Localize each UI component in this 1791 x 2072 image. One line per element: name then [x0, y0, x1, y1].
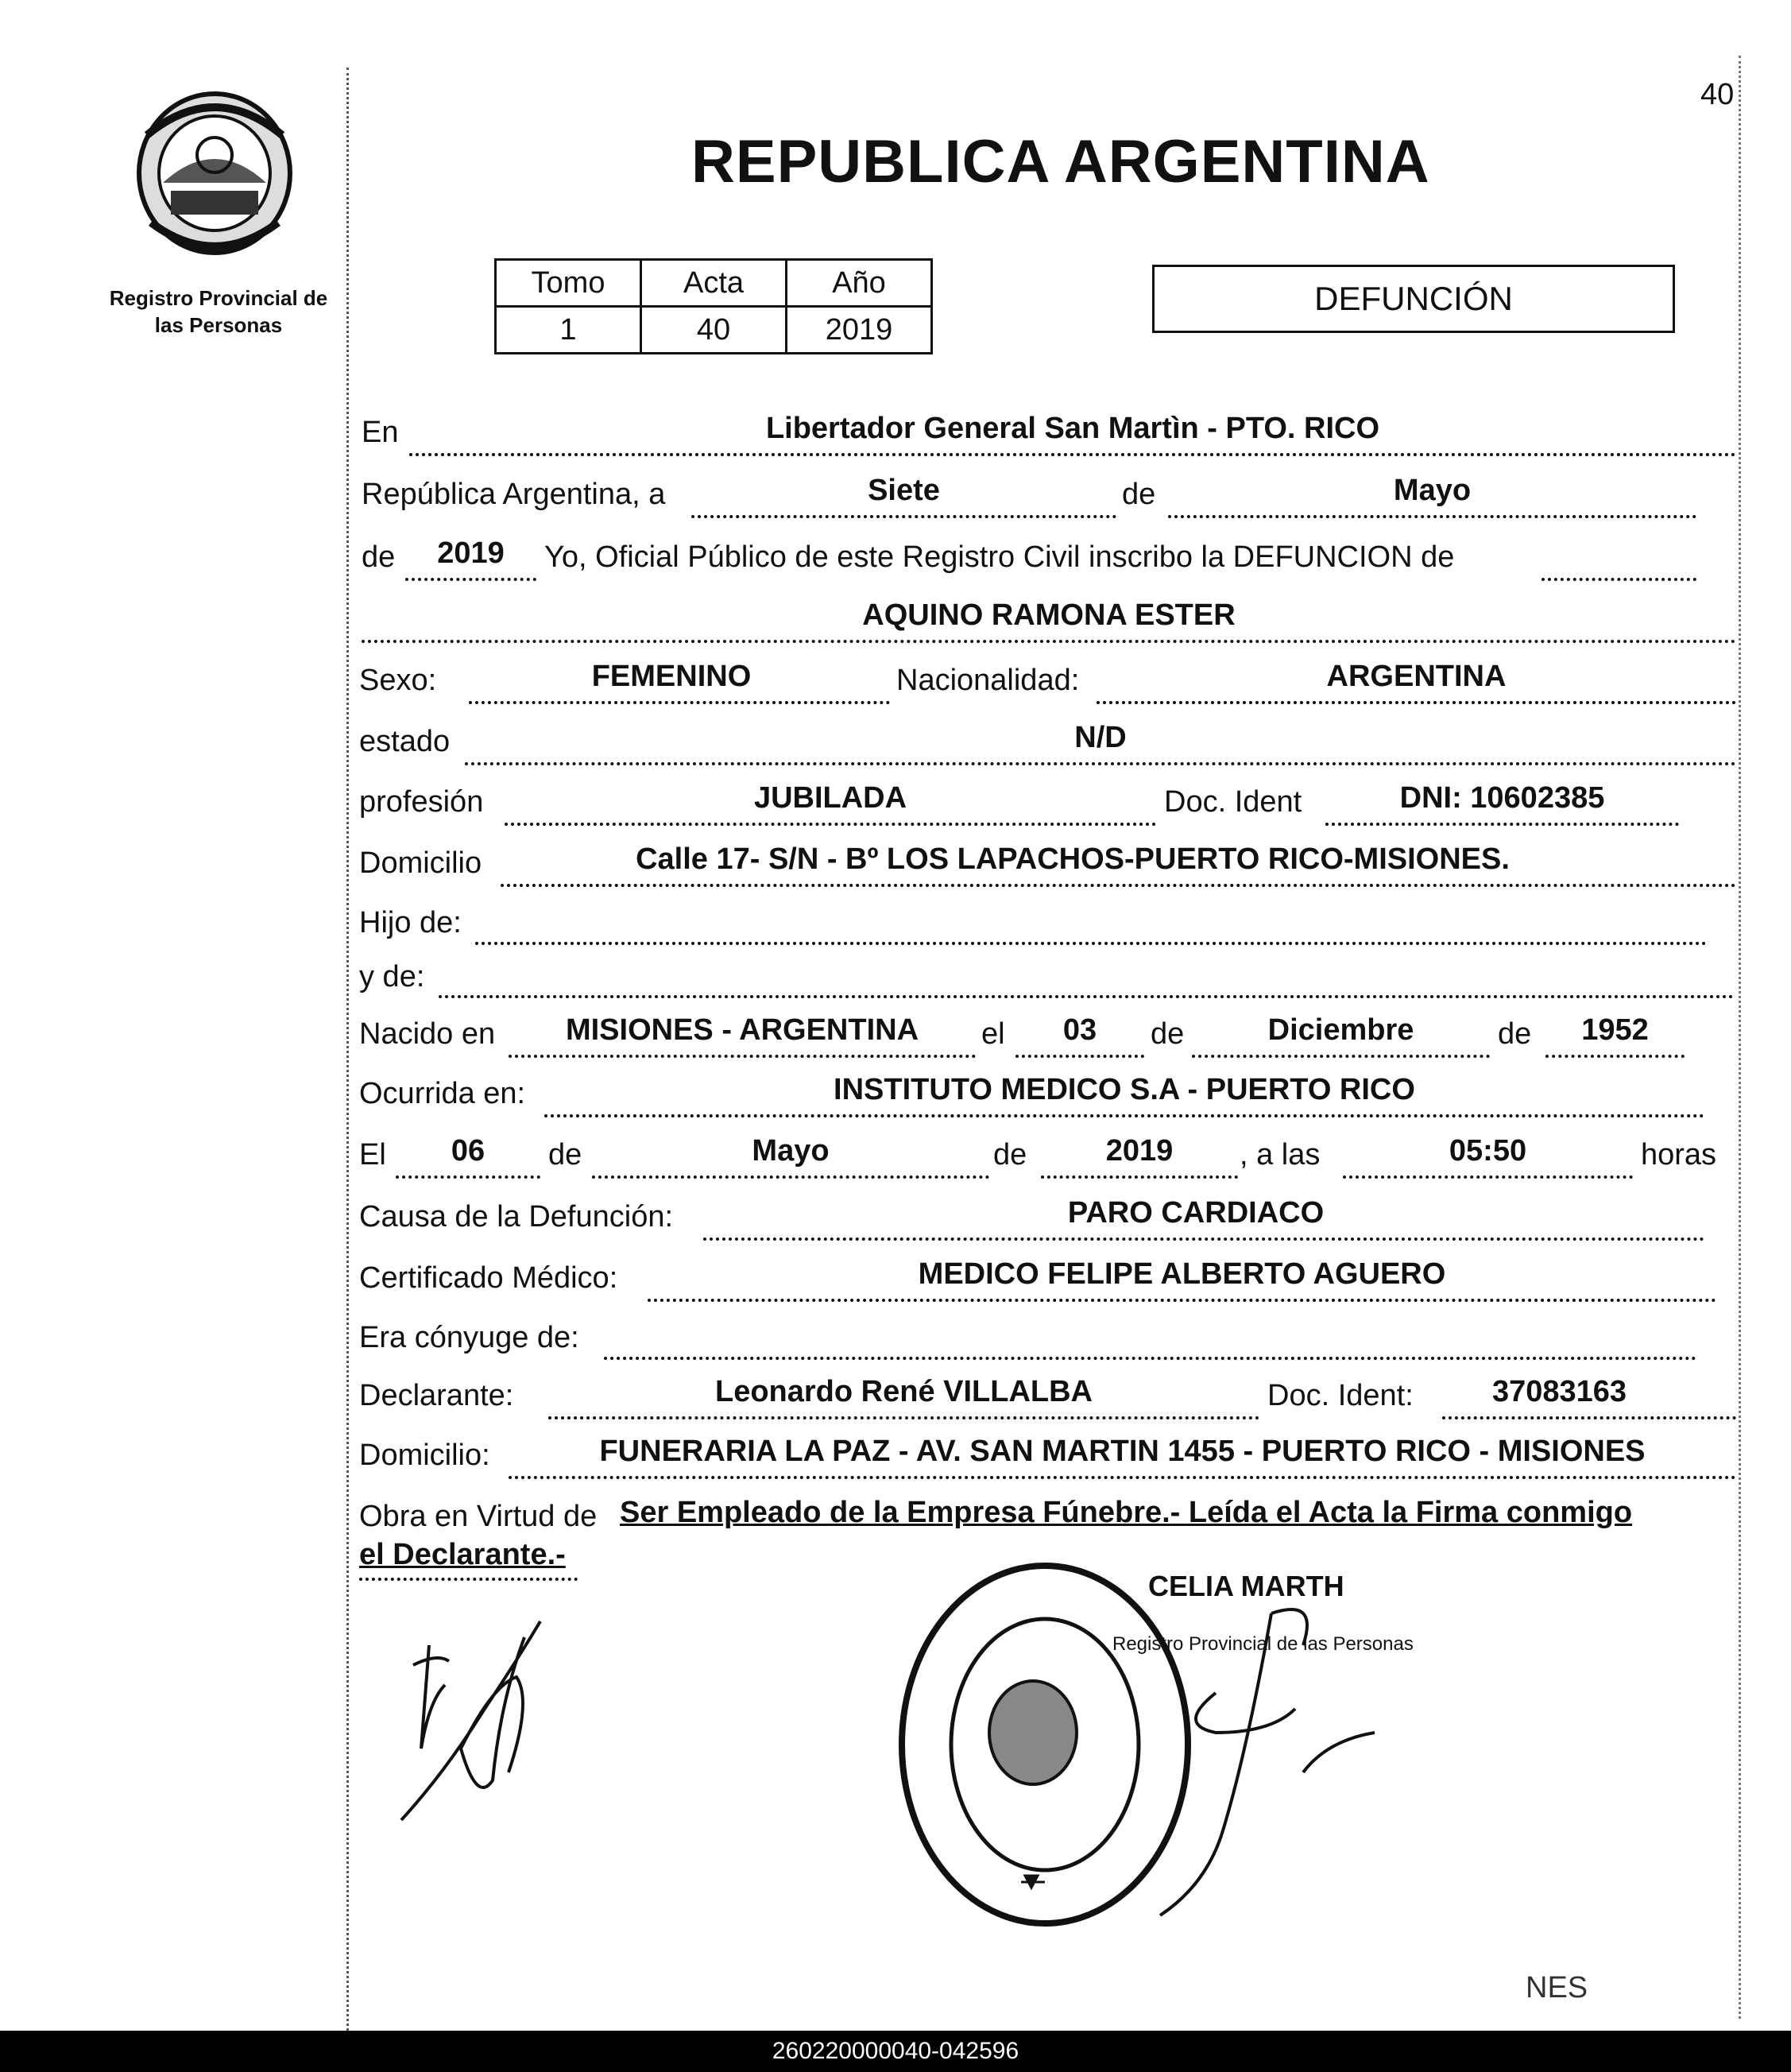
dotted-line: [1168, 515, 1696, 518]
tomo-header: Tomo: [496, 260, 641, 307]
declarant-signature: [397, 1590, 588, 1828]
dotted-line: [544, 1114, 1704, 1117]
anio-header: Año: [787, 260, 932, 307]
dotted-line: [505, 823, 1156, 826]
dotted-line: [1545, 1055, 1685, 1058]
value-causa: PARO CARDIACO: [1067, 1196, 1325, 1230]
act-type-label: DEFUNCIÓN: [1314, 280, 1513, 317]
label-de: de: [362, 540, 396, 574]
dotted-line: [469, 701, 890, 704]
acta-header: Acta: [641, 260, 787, 307]
value-nac-dia: 03: [1062, 1013, 1097, 1047]
dotted-line: [648, 1299, 1716, 1302]
bottom-fragment-text: NES: [1526, 1971, 1588, 2004]
official-name: CELIA MARTH: [1148, 1570, 1344, 1602]
value-domicilio: Calle 17- S/N - Bº LOS LAPACHOS-PUERTO RICO-MISIONES.: [636, 842, 1510, 876]
footer-code: 260220000040-042596: [0, 2031, 1791, 2072]
value-nacionalidad: ARGENTINA: [1326, 660, 1507, 693]
label-sexo: Sexo:: [359, 664, 437, 697]
dotted-line: [1343, 1175, 1633, 1179]
value-lugar: Libertador General San Martìn - PTO. RICO: [765, 412, 1380, 445]
dotted-line: [409, 453, 1736, 456]
dotted-line: [1541, 578, 1696, 581]
value-declarante-domicilio: FUNERARIA LA PAZ - AV. SAN MARTIN 1455 - PUERTO RICO - MISIONES: [599, 1435, 1646, 1468]
value-profesion: JUBILADA: [753, 781, 907, 815]
dotted-line: [501, 884, 1736, 887]
dotted-line: [1015, 1055, 1144, 1058]
label-doc-ident: Doc. Ident: [1164, 785, 1302, 819]
dotted-line: [509, 1476, 1736, 1479]
value-nac-mes: Diciembre: [1267, 1013, 1414, 1047]
dotted-line: [691, 515, 1116, 518]
register-table: [494, 258, 933, 354]
dotted-line: [548, 1416, 1259, 1419]
label-de: de: [1122, 478, 1156, 511]
label-el: el: [981, 1017, 1005, 1051]
label-de: de: [1151, 1017, 1185, 1051]
dotted-line: [362, 640, 1736, 643]
label-ocurrida-en: Ocurrida en:: [359, 1077, 526, 1110]
value-dia-letras: Siete: [868, 474, 940, 507]
act-type-box: [1152, 265, 1675, 333]
label-profesion: profesión: [359, 785, 484, 819]
value-sexo: FEMENINO: [591, 660, 752, 693]
organization-name: Registro Provincial de las Personas: [109, 286, 328, 337]
value-declarante: Leonardo René VILLALBA: [714, 1375, 1093, 1408]
dotted-line: [703, 1237, 1704, 1241]
label-causa: Causa de la Defunción:: [359, 1200, 674, 1234]
value-nacido-en: MISIONES - ARGENTINA: [565, 1013, 919, 1047]
left-margin-line: [346, 68, 352, 2031]
label-nacido-en: Nacido en: [359, 1017, 496, 1051]
value-nombre: AQUINO RAMONA ESTER: [862, 598, 1236, 632]
dotted-line: [1442, 1416, 1736, 1419]
provincial-seal-icon: [131, 87, 298, 258]
label-nacionalidad: Nacionalidad:: [896, 664, 1080, 697]
label-de: de: [993, 1138, 1027, 1172]
value-estado: N/D: [1074, 721, 1127, 754]
value-nac-anio: 1952: [1581, 1013, 1649, 1047]
dotted-line: [465, 762, 1736, 765]
dotted-line: [592, 1175, 989, 1179]
dotted-line: [604, 1357, 1696, 1360]
right-margin-line: [1739, 56, 1741, 2019]
value-def-mes: Mayo: [752, 1134, 830, 1168]
dotted-line: [1041, 1175, 1238, 1179]
label-en: En: [362, 416, 399, 449]
value-ocurrida-en: INSTITUTO MEDICO S.A - PUERTO RICO: [834, 1073, 1415, 1106]
dotted-line: [396, 1175, 540, 1179]
anio-value: 2019: [787, 307, 932, 354]
tomo-value: 1: [496, 307, 641, 354]
dotted-line: [1097, 701, 1736, 704]
label-conyuge: Era cónyuge de:: [359, 1321, 579, 1354]
label-domicilio: Domicilio: [359, 846, 482, 880]
value-mes: Mayo: [1393, 474, 1472, 507]
official-role: Registro Provincial de las Personas: [1112, 1633, 1414, 1655]
label-El: El: [359, 1138, 386, 1172]
value-def-dia: 06: [451, 1134, 485, 1168]
label-republica: República Argentina, a: [362, 478, 666, 511]
page-number: 40: [1700, 78, 1735, 111]
dotted-line: [1192, 1055, 1490, 1058]
value-def-anio: 2019: [1105, 1134, 1174, 1168]
label-de: de: [1498, 1017, 1532, 1051]
official-signature: [1112, 1550, 1510, 1947]
label-y-de: y de:: [359, 960, 425, 993]
label-hijo-de: Hijo de:: [359, 906, 462, 939]
value-obra-line1: Ser Empleado de la Empresa Fúnebre.- Leída el Acta la Firma conmigo: [620, 1496, 1633, 1529]
dotted-line: [405, 578, 536, 581]
label-estado: estado: [359, 725, 451, 758]
label-domicilio2: Domicilio:: [359, 1439, 490, 1472]
document-title: REPUBLICA ARGENTINA: [691, 128, 1430, 196]
label-de: de: [548, 1138, 582, 1172]
value-anio: 2019: [437, 536, 505, 570]
dotted-line: [359, 1578, 578, 1581]
acta-value: 40: [641, 307, 787, 354]
value-obra-line2: el Declarante.-: [359, 1538, 566, 1571]
label-yo-oficial: Yo, Oficial Público de este Registro Civil inscribo la DEFUNCION de: [544, 540, 1455, 574]
dotted-line: [439, 995, 1734, 998]
label-obra: Obra en Virtud de: [359, 1500, 598, 1533]
dotted-line: [509, 1055, 976, 1058]
value-certificado: MEDICO FELIPE ALBERTO AGUERO: [918, 1257, 1446, 1291]
value-declarante-doc: 37083163: [1491, 1375, 1627, 1408]
label-certificado: Certificado Médico:: [359, 1261, 618, 1295]
label-horas: horas: [1641, 1138, 1717, 1172]
dotted-line: [1325, 823, 1679, 826]
value-hora: 05:50: [1449, 1134, 1527, 1168]
label-doc-ident2: Doc. Ident:: [1267, 1379, 1414, 1412]
label-a-las: , a las: [1240, 1138, 1321, 1172]
label-declarante: Declarante:: [359, 1379, 514, 1412]
value-documento: DNI: 10602385: [1399, 781, 1605, 815]
dotted-line: [475, 942, 1707, 945]
